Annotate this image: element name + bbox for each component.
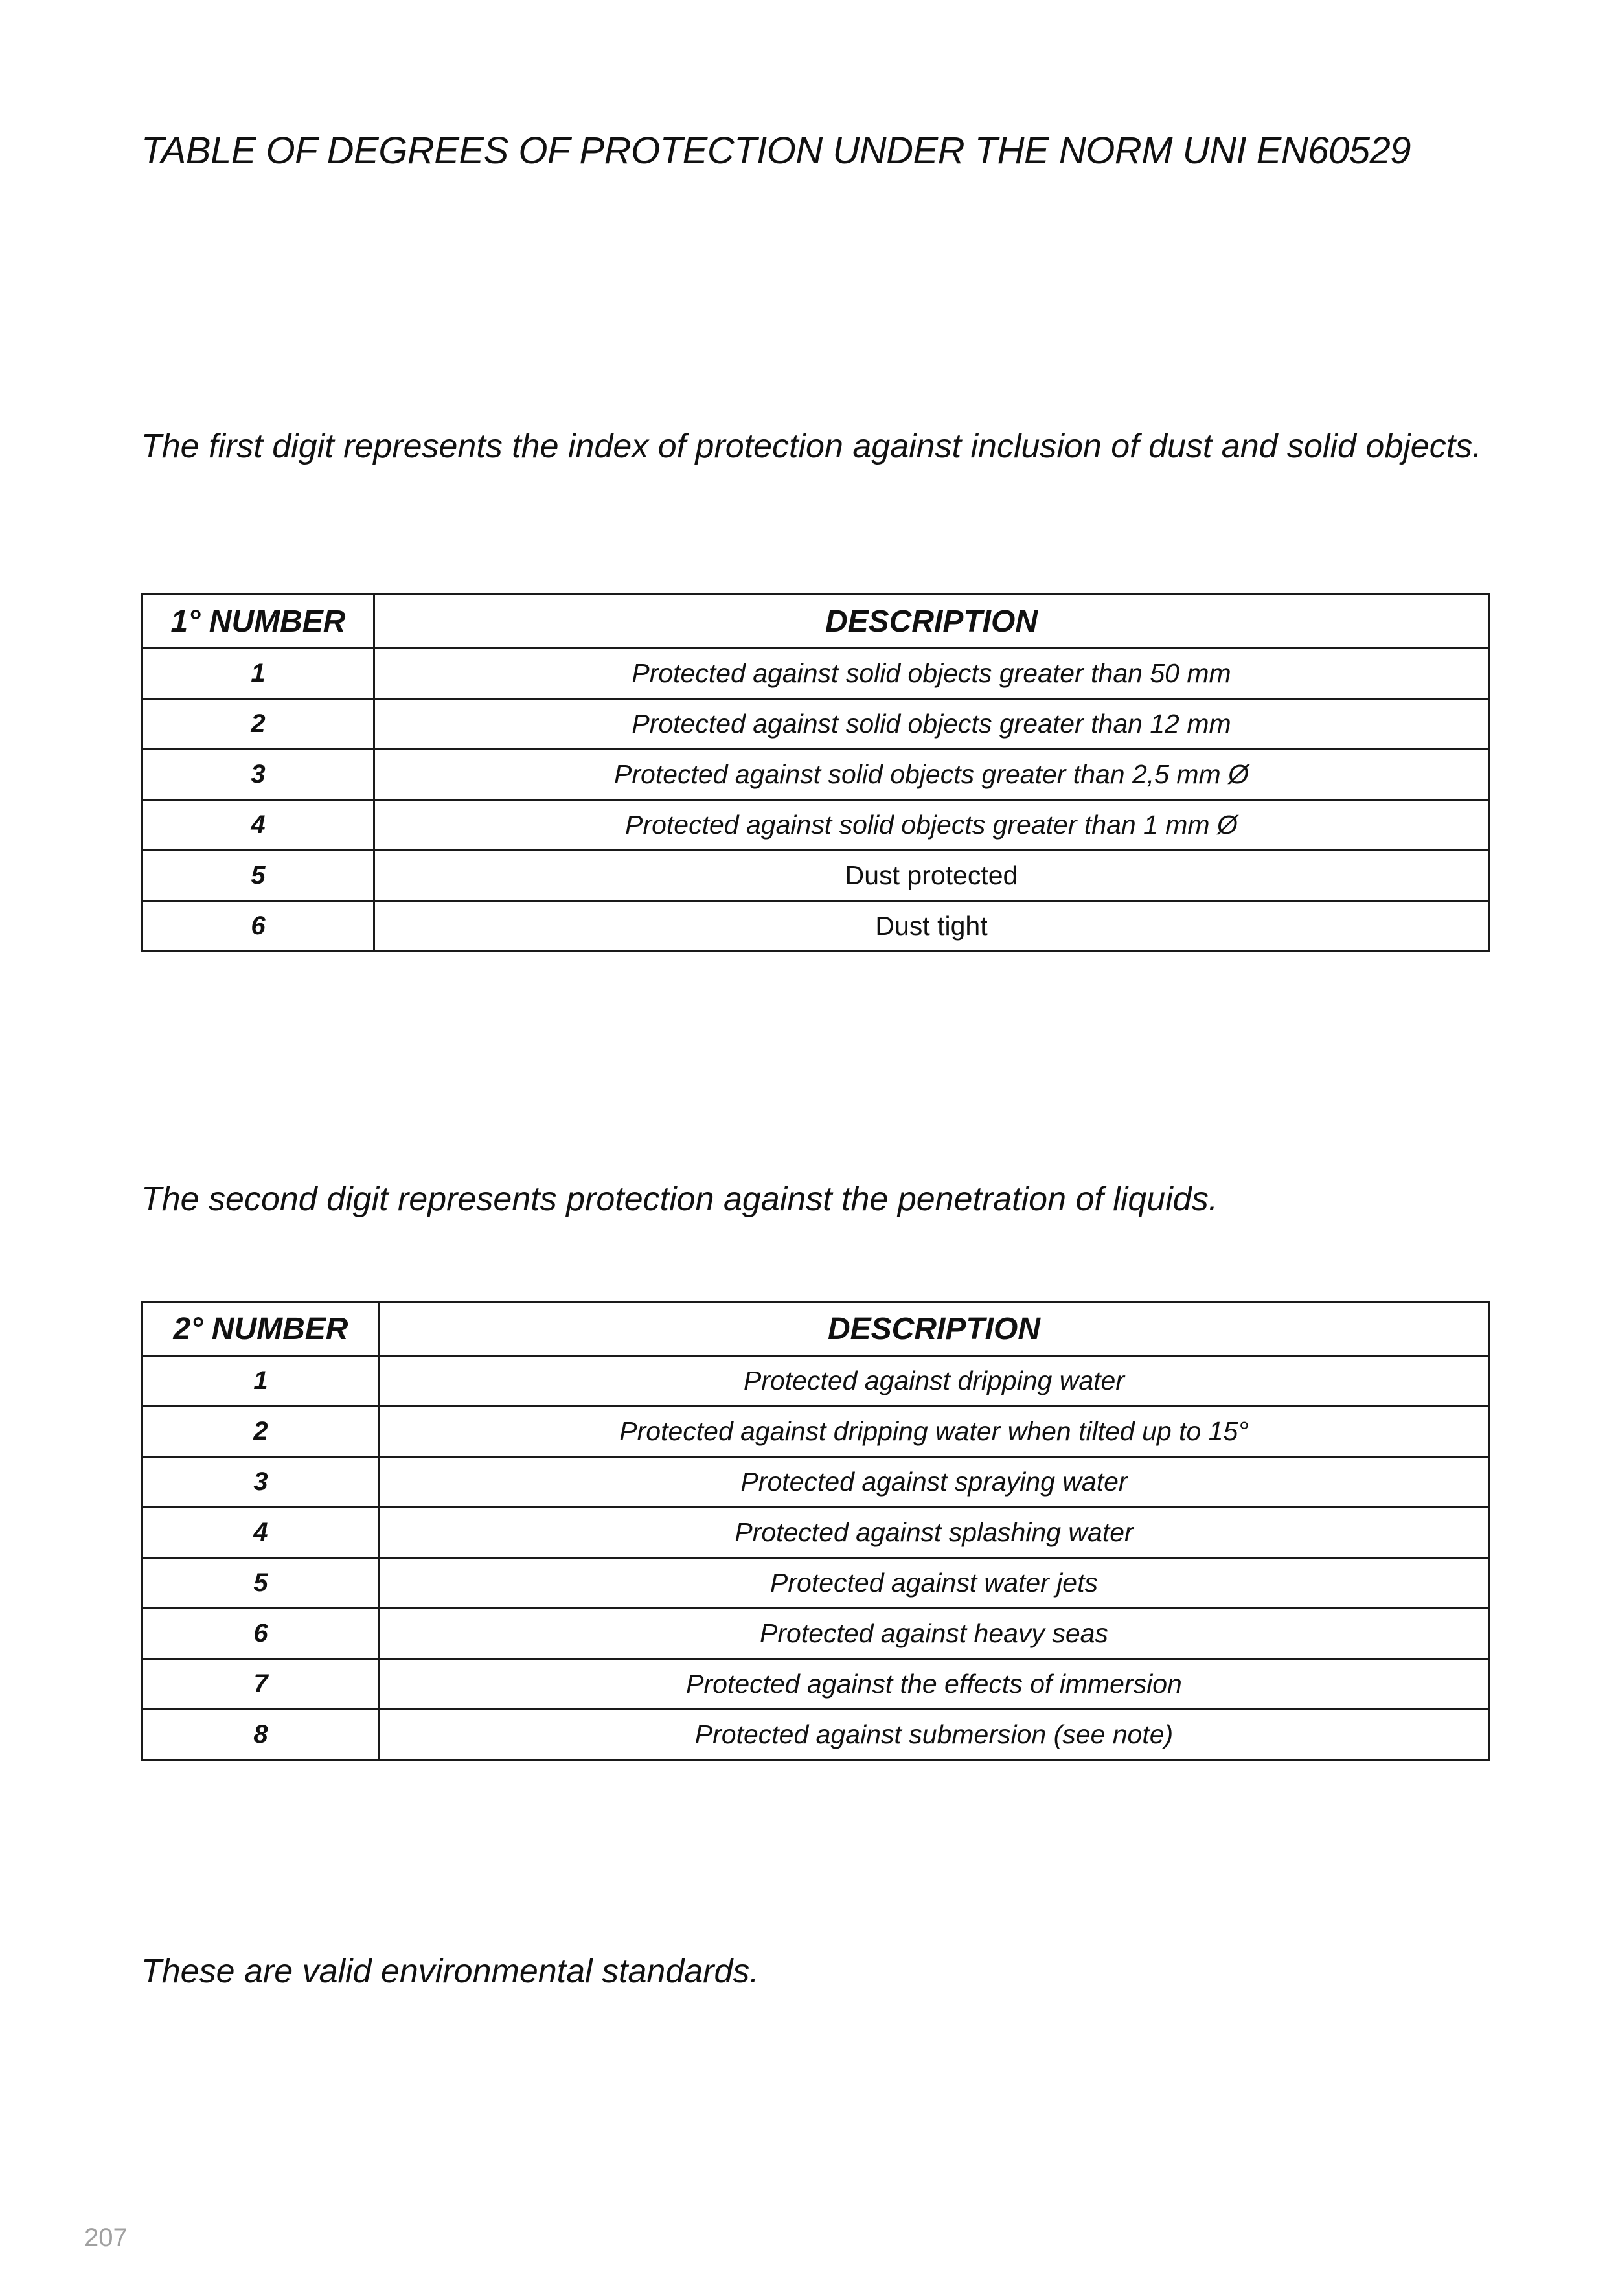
table-row	[142, 699, 1489, 750]
row-description: Protected against submersion (see note)	[380, 1710, 1489, 1760]
first-digit-intro: The first digit represents the index of protection against inclusion of dust and solid objects.	[141, 428, 1482, 465]
row-description: Dust protected	[374, 851, 1489, 901]
row-number: 5	[142, 1558, 380, 1609]
number-column-header: 1° NUMBER	[142, 595, 374, 649]
table-row	[142, 1406, 1489, 1457]
first-digit-table	[141, 593, 1490, 952]
row-number: 6	[142, 1609, 380, 1659]
row-description: Dust tight	[374, 901, 1489, 952]
row-number: 8	[142, 1710, 380, 1760]
row-description: Protected against solid objects greater than 2,5 mm Ø	[374, 750, 1489, 800]
row-number: 7	[142, 1659, 380, 1710]
second-digit-intro: The second digit represents protection against the penetration of liquids.	[141, 1180, 1218, 1218]
row-number: 6	[142, 901, 374, 952]
row-number: 2	[142, 1406, 380, 1457]
description-column-header: DESCRIPTION	[374, 595, 1489, 649]
table-header-row	[142, 595, 1489, 649]
table-row	[142, 1558, 1489, 1609]
table-row	[142, 901, 1489, 952]
table-row	[142, 1659, 1489, 1710]
row-number: 4	[142, 800, 374, 851]
row-number: 1	[142, 649, 374, 699]
row-description: Protected against dripping water	[380, 1356, 1489, 1406]
row-number: 1	[142, 1356, 380, 1406]
table-header-row	[142, 1302, 1489, 1356]
table-row	[142, 1457, 1489, 1508]
second-digit-table	[141, 1301, 1490, 1761]
table-row	[142, 800, 1489, 851]
row-description: Protected against solid objects greater than 1 mm Ø	[374, 800, 1489, 851]
row-description: Protected against the effects of immersion	[380, 1659, 1489, 1710]
table-row	[142, 1710, 1489, 1760]
page-title: TABLE OF DEGREES OF PROTECTION UNDER THE NORM UNI EN60529	[141, 130, 1411, 172]
row-number: 3	[142, 1457, 380, 1508]
table-row	[142, 1508, 1489, 1558]
footer-note: These are valid environmental standards.	[141, 1953, 759, 1990]
row-number: 2	[142, 699, 374, 750]
row-number: 5	[142, 851, 374, 901]
row-description: Protected against splashing water	[380, 1508, 1489, 1558]
description-column-header: DESCRIPTION	[380, 1302, 1489, 1356]
row-description: Protected against heavy seas	[380, 1609, 1489, 1659]
table-row	[142, 750, 1489, 800]
row-number: 3	[142, 750, 374, 800]
row-description: Protected against water jets	[380, 1558, 1489, 1609]
table-row	[142, 851, 1489, 901]
number-column-header: 2° NUMBER	[142, 1302, 380, 1356]
row-description: Protected against solid objects greater than 50 mm	[374, 649, 1489, 699]
row-description: Protected against solid objects greater than 12 mm	[374, 699, 1489, 750]
row-description: Protected against spraying water	[380, 1457, 1489, 1508]
table-row	[142, 1356, 1489, 1406]
table-row	[142, 1609, 1489, 1659]
table-row	[142, 649, 1489, 699]
row-number: 4	[142, 1508, 380, 1558]
row-description: Protected against dripping water when tilted up to 15°	[380, 1406, 1489, 1457]
page-number: 207	[84, 2223, 128, 2252]
